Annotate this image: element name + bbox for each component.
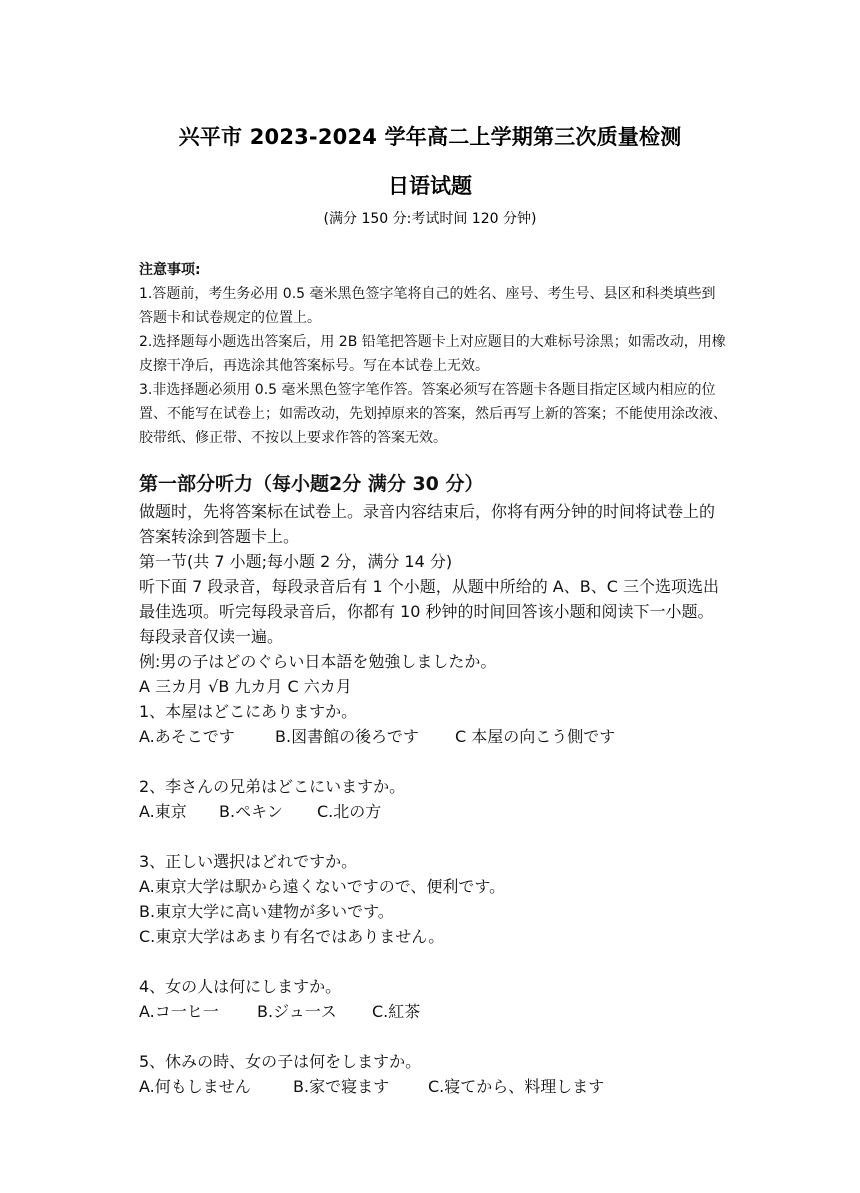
option-c: C.東京大学はあまり有名ではありません。 [139, 927, 445, 946]
example-options: A 三カ月 √B 九カ月 C 六カ月 [139, 677, 352, 696]
notice-heading: 注意事项: [139, 262, 201, 278]
exam-title: 兴平市 2023-2024 学年高二上学期第三次质量检测 [178, 125, 682, 149]
notice-item-1: 1.答题前，考生务必用 0.5 毫米黑色签字笔将自己的姓名、座号、考生号、县区和科类填些到答题卡和试卷规定的位置上。 [139, 286, 716, 326]
option-c: C 本屋の向こう側です [455, 727, 616, 746]
question-1: 1、本屋はどこにありますか。 [139, 702, 358, 721]
option-a: A.東京 [139, 802, 187, 821]
option-b: B.家で寝ます [293, 1077, 390, 1096]
listening-part [139, 469, 729, 1099]
option-a: A.何もしません [139, 1077, 251, 1096]
option-c: C.寝てから、料理します [428, 1077, 605, 1096]
option-c: C.北の方 [317, 802, 382, 821]
notice-section [139, 258, 729, 450]
option-b: B.図書館の後ろです [275, 727, 419, 746]
option-a: A.コ一ヒ一 [139, 1002, 219, 1021]
question-4-options [139, 999, 729, 1024]
score-info: (满分 150 分:考试时间 120 分钟) [323, 211, 537, 227]
section-instruction: 听下面 7 段录音，每段录音后有 1 个小题，从题中所给的 A、B、C 三个选项选出最佳选项。听完每段录音后，你都有 10 秒钟的时间回答该小题和阅读下一小题。每段录音仅读一遍。 [139, 577, 719, 646]
example-question: 例:男の子はどのぐらい日本語を勉強しましたか。 [139, 652, 497, 671]
option-b: B.ジュ一ス [257, 1002, 337, 1021]
question-4: 4、女の人は何にしますか。 [139, 977, 342, 996]
question-1-options [139, 724, 729, 749]
part-instruction: 做题时，先将答案标在试卷上。录音内容结束后，你将有两分钟的时间将试卷上的答案转涂到答题卡上。 [139, 502, 716, 546]
question-3: 3、正しい選択はどれですか。 [139, 852, 358, 871]
notice-item-2: 2.选择题每小题选出答案后，用 2B 铅笔把答题卡上对应题目的大难标号涂黑；如需改动，用橡皮擦干净后，再选涂其他答案标号。写在本试卷上无效。 [139, 334, 726, 374]
option-b: B.東京大学に高い建物が多いです。 [139, 902, 394, 921]
option-a: A.あそこです [139, 727, 235, 746]
section-title: 第一节(共 7 小题;每小题 2 分，满分 14 分) [139, 552, 453, 571]
question-5-options [139, 1074, 729, 1099]
option-a: A.東京大学は駅から遠くないですので、便利です。 [139, 877, 506, 896]
exam-subject: 日语试题 [388, 174, 472, 198]
question-2-options [139, 799, 729, 824]
notice-item-3: 3.非选择题必须用 0.5 毫米黑色签字笔作答。答案必须写在答题卡各题目指定区域内相应的位置、不能写在试卷上；如需改动，先划掉原来的答案，然后再写上新的答案；不能使用涂改液、胶带纸、修正带、不按以上要求作答的答案无效。 [139, 382, 727, 446]
option-b: B.ペキン [219, 802, 283, 821]
part-heading: 第一部分听力（每小题2分 满分 30 分） [139, 473, 484, 495]
question-5: 5、休みの時、女の子は何をしますか。 [139, 1052, 422, 1071]
question-2: 2、李さんの兄弟はどこにいますか。 [139, 777, 406, 796]
option-c: C.紅茶 [372, 1002, 421, 1021]
